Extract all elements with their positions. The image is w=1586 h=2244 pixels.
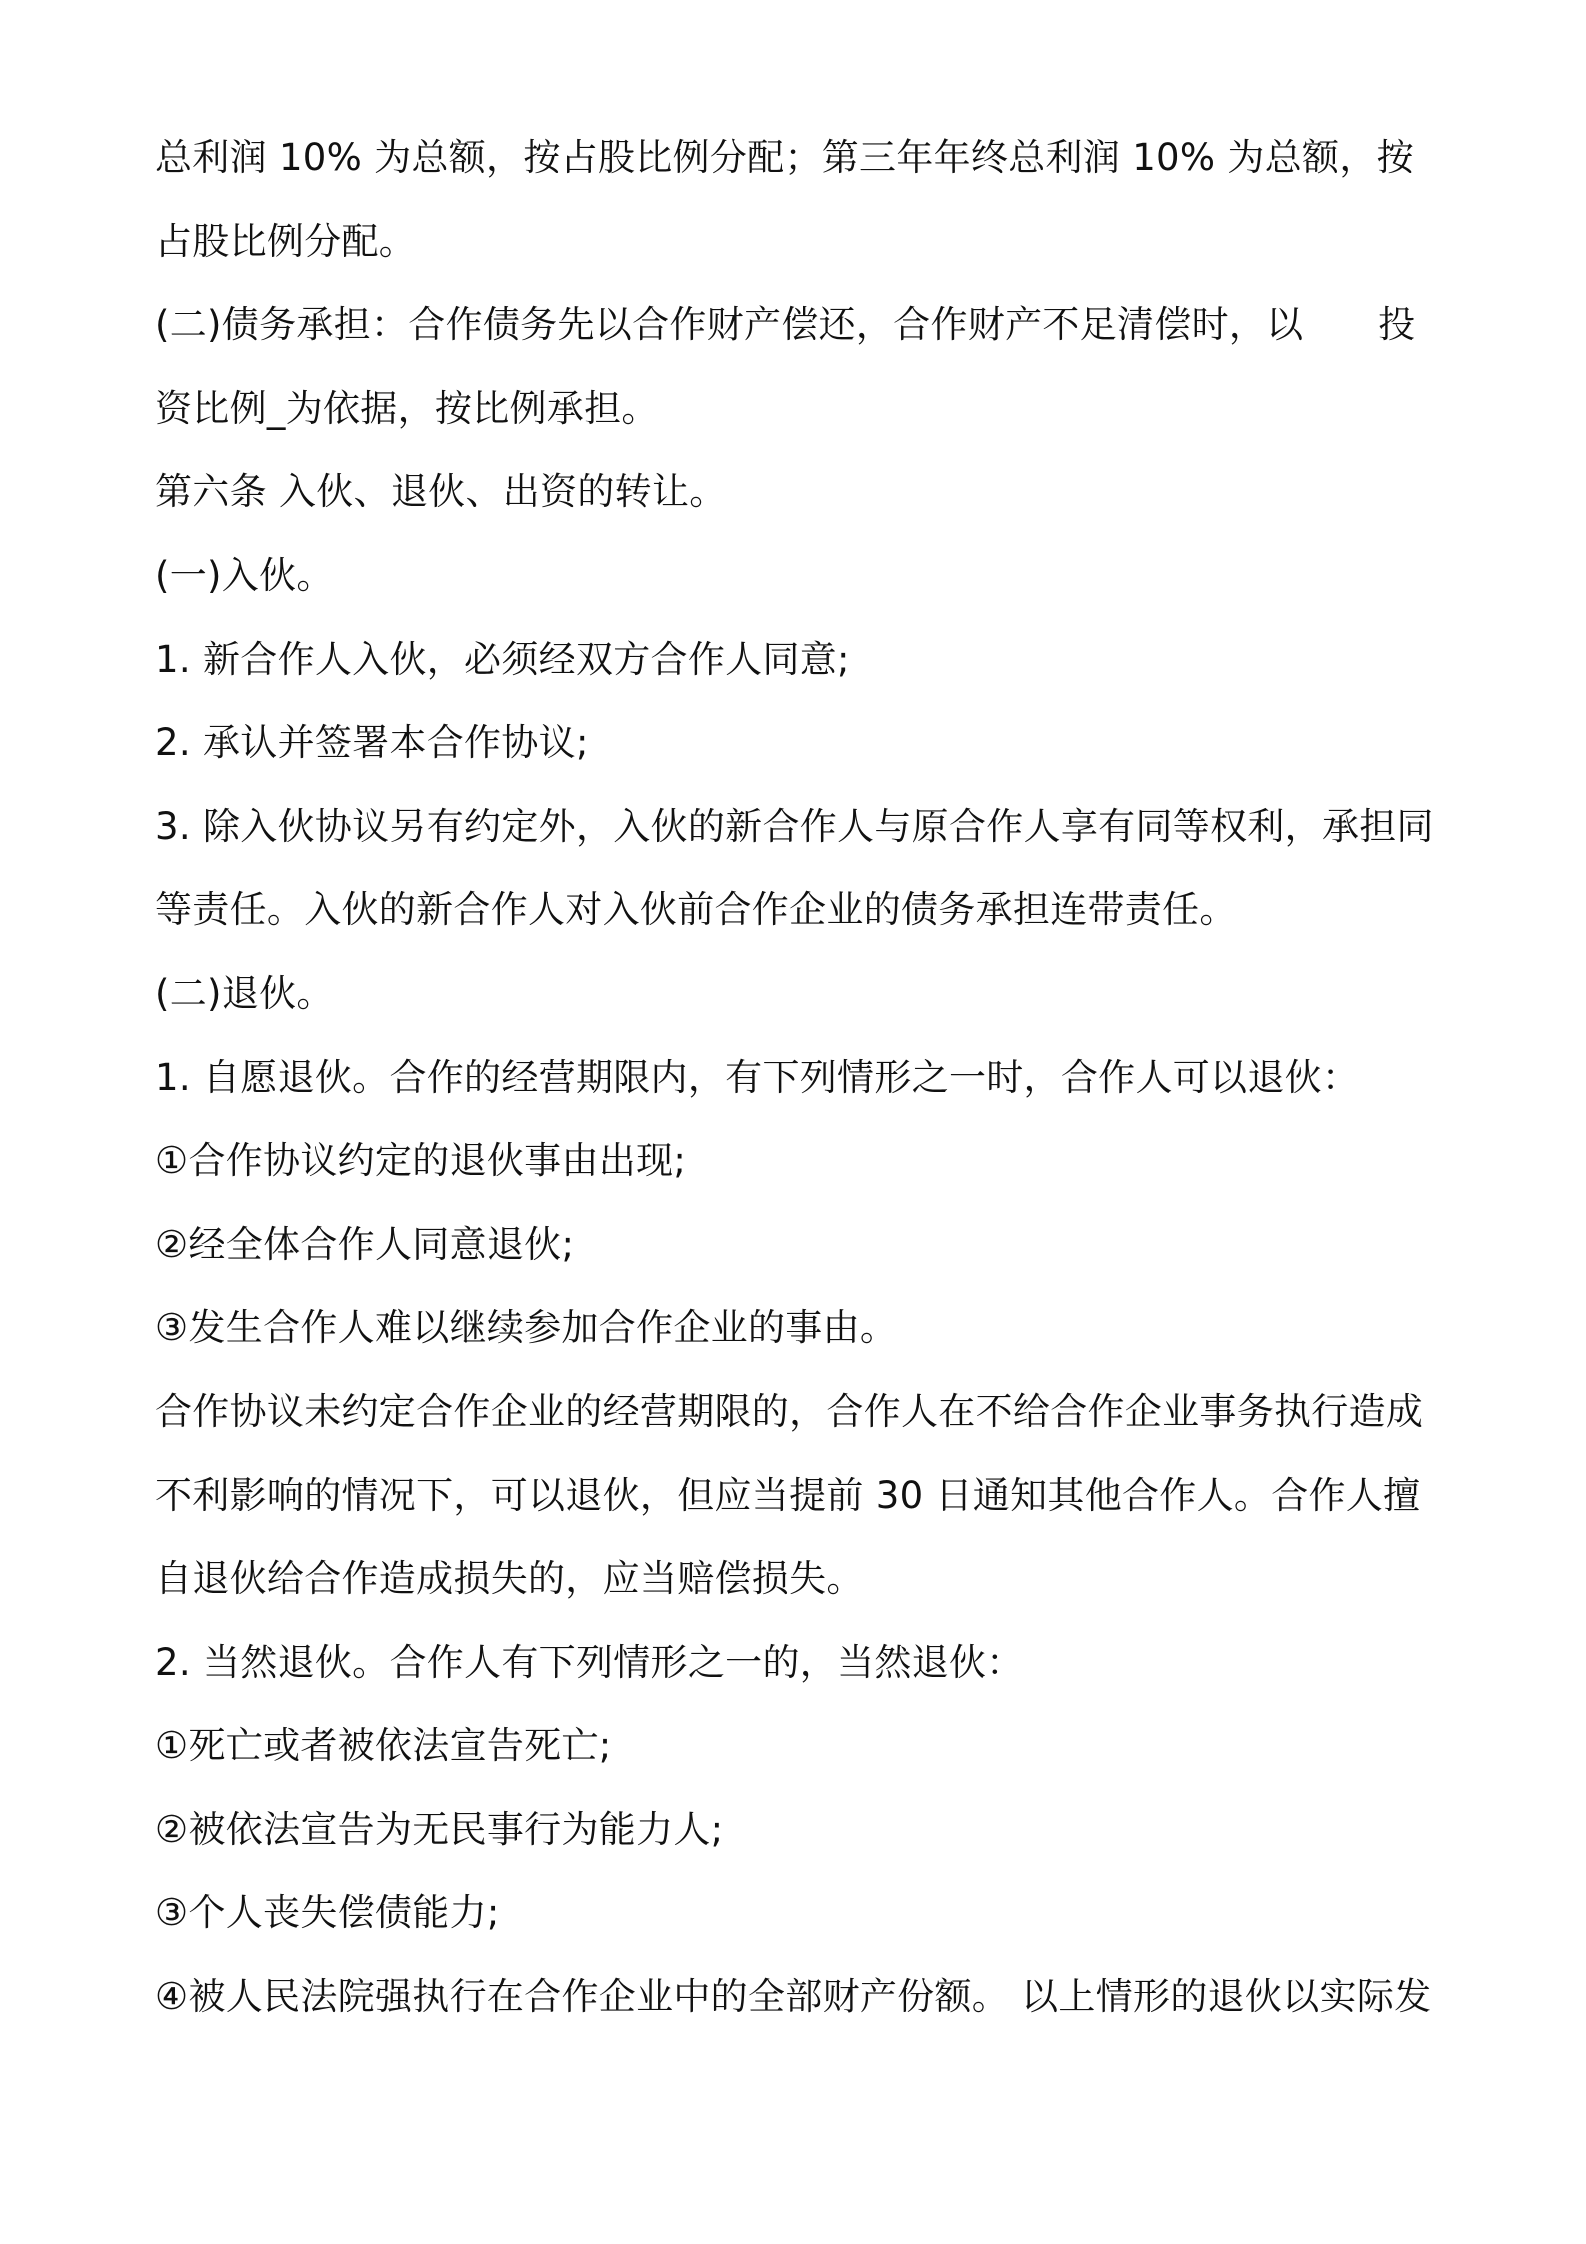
sub-list-item: ①死亡或者被依法宣告死亡; <box>155 1724 612 1768</box>
text-line-debt-bearing: (二)债务承担：合作债务先以合作财产偿还，合作财产不足清偿时，以 投 <box>155 303 1416 347</box>
section-heading-withdrawal: (二)退伙。 <box>155 971 334 1015</box>
paragraph-line: 不利影响的情况下，可以退伙，但应当提前 30 日通知其他合作人。合作人擅 <box>155 1473 1421 1517</box>
section-heading-joining: (一)入伙。 <box>155 553 334 597</box>
document-body <box>155 116 1445 2039</box>
sub-list-item: ②被依法宣告为无民事行为能力人; <box>155 1807 724 1851</box>
list-item: 1. 自愿退伙。合作的经营期限内，有下列情形之一时，合作人可以退伙： <box>155 1055 1360 1099</box>
paragraph-line: 自退伙给合作造成损失的，应当赔偿损失。 <box>155 1557 864 1601</box>
sub-list-item: ①合作协议约定的退伙事由出现; <box>155 1139 687 1183</box>
list-item: 2. 当然退伙。合作人有下列情形之一的，当然退伙： <box>155 1640 1024 1684</box>
article-heading: 第六条 入伙、退伙、出资的转让。 <box>155 470 727 514</box>
text-line-profit-distribution: 总利润 10% 为总额，按占股比例分配；第三年年终总利润 10% 为总额，按 <box>155 136 1414 179</box>
list-item: 2. 承认并签署本合作协议; <box>155 721 589 765</box>
sub-list-item: ③发生合作人难以继续参加合作企业的事由。 <box>155 1306 898 1350</box>
sub-list-item: ②经全体合作人同意退伙; <box>155 1222 575 1266</box>
list-item: 1. 新合作人入伙，必须经双方合作人同意; <box>155 637 850 681</box>
text-line-debt-bearing-cont: 资比例_为依据，按比例承担。 <box>155 386 659 430</box>
sub-list-item: ④被人民法院强执行在合作企业中的全部财产份额。 以上情形的退伙以实际发 <box>155 1975 1432 2019</box>
list-item-cont: 等责任。入伙的新合作人对入伙前合作企业的债务承担连带责任。 <box>155 888 1237 932</box>
paragraph-line: 合作协议未约定合作企业的经营期限的，合作人在不给合作企业事务执行造成 <box>155 1389 1424 1433</box>
text-line-profit-distribution-cont: 占股比例分配。 <box>155 219 417 263</box>
list-item: 3. 除入伙协议另有约定外，入伙的新合作人与原合作人享有同等权利，承担同 <box>155 804 1434 848</box>
sub-list-item: ③个人丧失偿债能力; <box>155 1891 500 1935</box>
